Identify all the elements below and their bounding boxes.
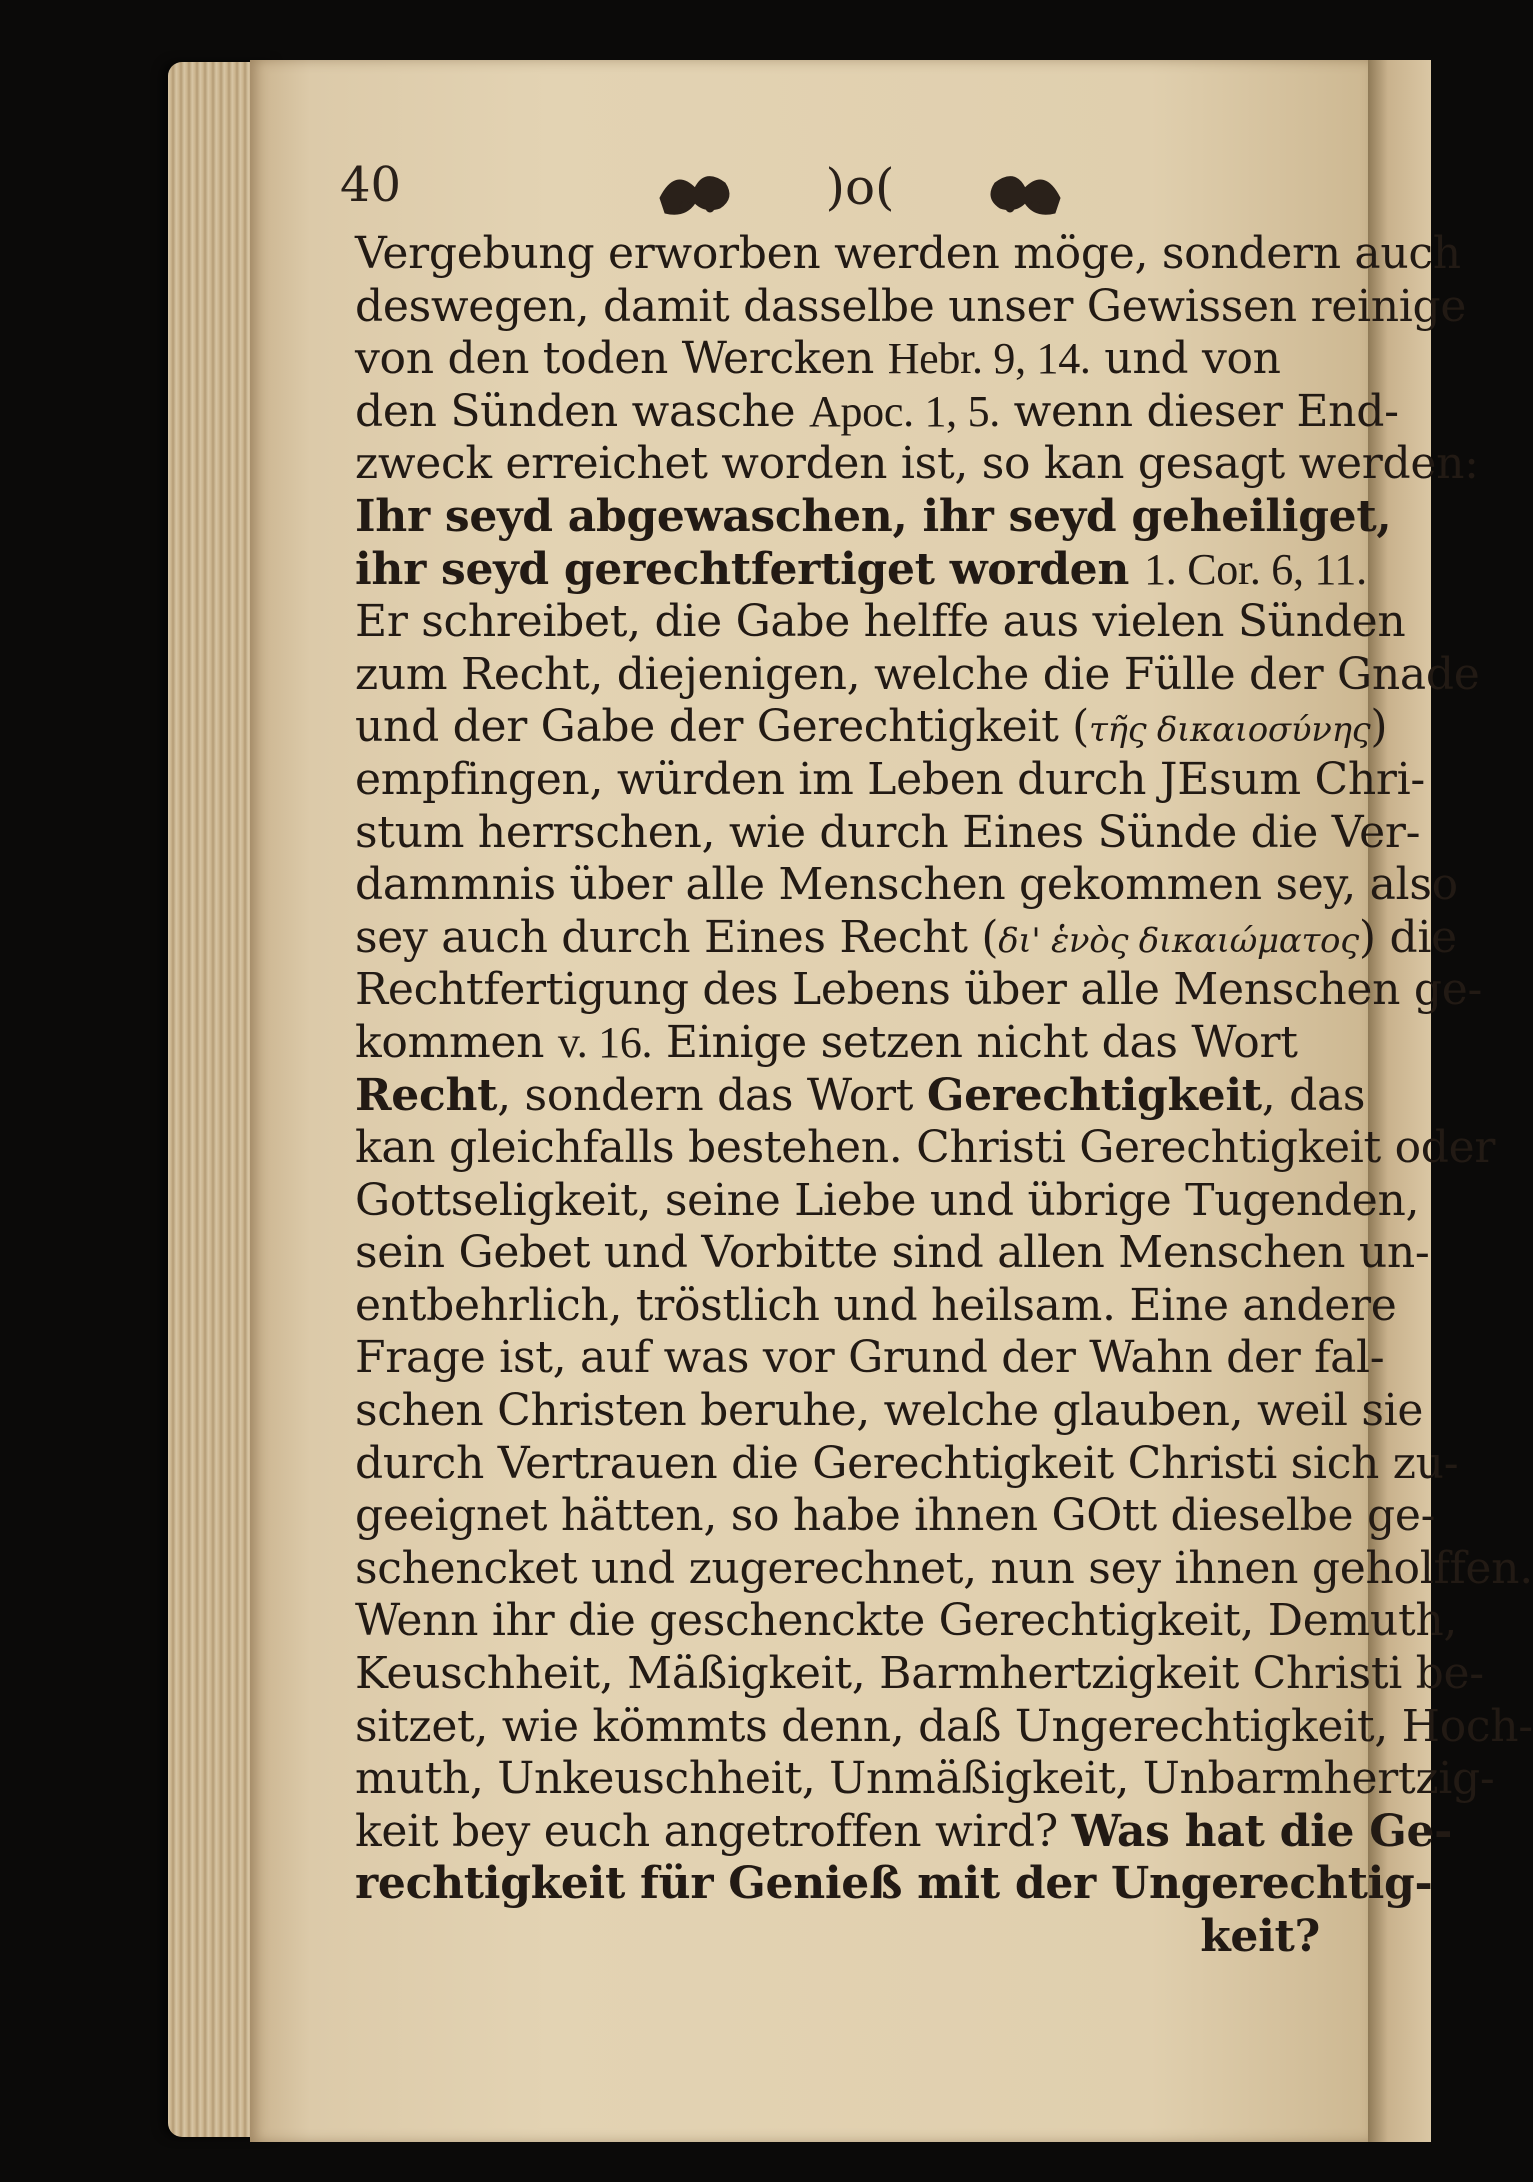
text-line (355, 1542, 1533, 1596)
text-segment: entbehrlich, tröstlich und heilsam. Eine andere (355, 1279, 1397, 1331)
text-segment: von den toden Wercken (355, 333, 888, 385)
text-line (355, 1122, 1496, 1175)
text-segment: Rechtfertigung des Lebens über alle Menschen ge- (355, 964, 1483, 1016)
text-line (355, 911, 1457, 965)
text-segment: ) die (1358, 911, 1457, 963)
emphasized-text: Ihr seyd abgewaschen, ihr seyd geheiliget, (355, 490, 1392, 542)
text-line (355, 490, 1392, 544)
text-segment: kan gleichfalls bestehen. Christi Gerechtigkeit oder (355, 1122, 1496, 1174)
emphasized-text: Gerechtigkeit (926, 1069, 1262, 1121)
page-number: 40 (340, 157, 402, 213)
emphasized-text: rechtigkeit für Genieß mit der Ungerechtig- (355, 1858, 1433, 1910)
text-segment: Frage ist, auf was vor Grund der Wahn der fal- (355, 1332, 1385, 1384)
text-segment: Einige setzen nicht das Wort (652, 1016, 1298, 1068)
text-line (355, 228, 1461, 281)
text-line (355, 1385, 1424, 1438)
text-segment: wenn dieser End- (999, 385, 1399, 437)
citation-text: Hebr. 9, 14. (887, 334, 1091, 384)
citation-text: Apoc. 1, 5. (808, 386, 1000, 436)
text-line (355, 806, 1421, 860)
citation-text: v. 16. (557, 1017, 653, 1067)
text-segment: Keuschheit, Mäßigkeit, Barmhertzigkeit Christi be- (355, 1648, 1484, 1700)
text-line (355, 280, 1467, 334)
text-line (355, 385, 1399, 439)
text-line (355, 964, 1483, 1017)
text-segment: zum Recht, diejenigen, welche die Fülle der Gnade (355, 648, 1480, 700)
text-segment: stum herrschen, wie durch Eines Sünde die Ver- (355, 806, 1421, 858)
text-segment: , das (1261, 1069, 1366, 1121)
text-segment: sitzet, wie kömmts denn, daß Ungerechtigkeit, Hoch- (355, 1700, 1533, 1752)
greek-text: τῆς δικαιοσύνης (1089, 710, 1371, 751)
text-line (355, 333, 1320, 386)
text-segment: , sondern das Wort (497, 1069, 927, 1121)
text-segment: sey auch durch Eines Recht ( (355, 911, 999, 963)
text-segment: Er schreibet, die Gabe helffe aus vielen Sünden (355, 596, 1406, 648)
text-line (355, 1490, 1436, 1543)
text-segment: Gottseligkeit, seine Liebe und übrige Tugenden, (355, 1174, 1420, 1226)
text-segment: dammnis über alle Menschen gekommen sey, also (355, 859, 1458, 911)
text-line (355, 1227, 1430, 1280)
text-segment: schen Christen beruhe, welche glauben, weil sie (355, 1385, 1424, 1437)
text-line (355, 1279, 1397, 1333)
page-header (340, 150, 1340, 220)
text-segment: muth, Unkeuschheit, Unmäßigkeit, Unbarmhertzig- (355, 1753, 1495, 1805)
text-line (355, 438, 1479, 491)
text-line (355, 1174, 1420, 1228)
text-line (355, 1858, 1433, 1911)
text-line (355, 1700, 1533, 1754)
text-line (355, 1437, 1459, 1491)
text-segment: empfingen, würden im Leben durch JEsum Chri- (355, 753, 1425, 805)
emphasized-text: ihr seyd gerechtfertiget worden (355, 543, 1145, 595)
text-line (355, 1332, 1385, 1385)
text-segment: und von (1090, 333, 1281, 385)
text-line (355, 1595, 1458, 1648)
greek-text: δι' ἑνὸς δικαιώματος (998, 920, 1359, 961)
emphasized-text: Was hat die Ge- (1071, 1805, 1453, 1857)
text-segment: geeignet hätten, so habe ihnen GOtt dieselbe ge- (355, 1490, 1436, 1542)
citation-text: 1. Cor. 6, 11. (1144, 544, 1367, 594)
text-line (355, 1069, 1366, 1123)
body-text (355, 228, 1533, 1964)
text-segment: durch Vertrauen die Gerechtigkeit Christi sich zu- (355, 1437, 1459, 1489)
text-line (355, 1805, 1453, 1859)
text-segment: sein Gebet und Vorbitte sind allen Menschen un- (355, 1227, 1430, 1279)
text-segment: zweck erreichet worden ist, so kan gesagt werden: (355, 438, 1479, 490)
text-line (355, 1648, 1484, 1701)
text-segment: keit bey euch angetroffen wird? (355, 1805, 1072, 1857)
text-line (355, 859, 1458, 912)
emphasized-text: keit? (1200, 1911, 1320, 1962)
text-segment: Vergebung erworben werden möge, sondern auch (355, 228, 1461, 279)
text-segment: ) (1370, 701, 1388, 753)
text-segment: schencket und zugerechnet, nun sey ihnen geholffen. (355, 1542, 1533, 1594)
text-line (355, 596, 1406, 649)
text-segment: und der Gabe der Gerechtigkeit ( (355, 701, 1090, 753)
emphasized-text: Recht (355, 1069, 498, 1121)
text-segment: Wenn ihr die geschenckte Gerechtigkeit, Demuth, (355, 1595, 1458, 1647)
text-line (355, 648, 1480, 702)
text-segment: den Sünden wasche (355, 385, 809, 437)
text-line (355, 753, 1425, 807)
ornament-text: )o( (825, 158, 895, 216)
text-line (355, 543, 1367, 597)
text-line (355, 1911, 1320, 1964)
text-line (355, 1753, 1495, 1806)
header-ornament (640, 158, 1080, 218)
text-line (355, 701, 1388, 754)
text-segment: kommen (355, 1016, 558, 1068)
text-line (355, 1017, 1320, 1070)
text-segment: deswegen, damit dasselbe unser Gewissen reinige (355, 280, 1467, 332)
